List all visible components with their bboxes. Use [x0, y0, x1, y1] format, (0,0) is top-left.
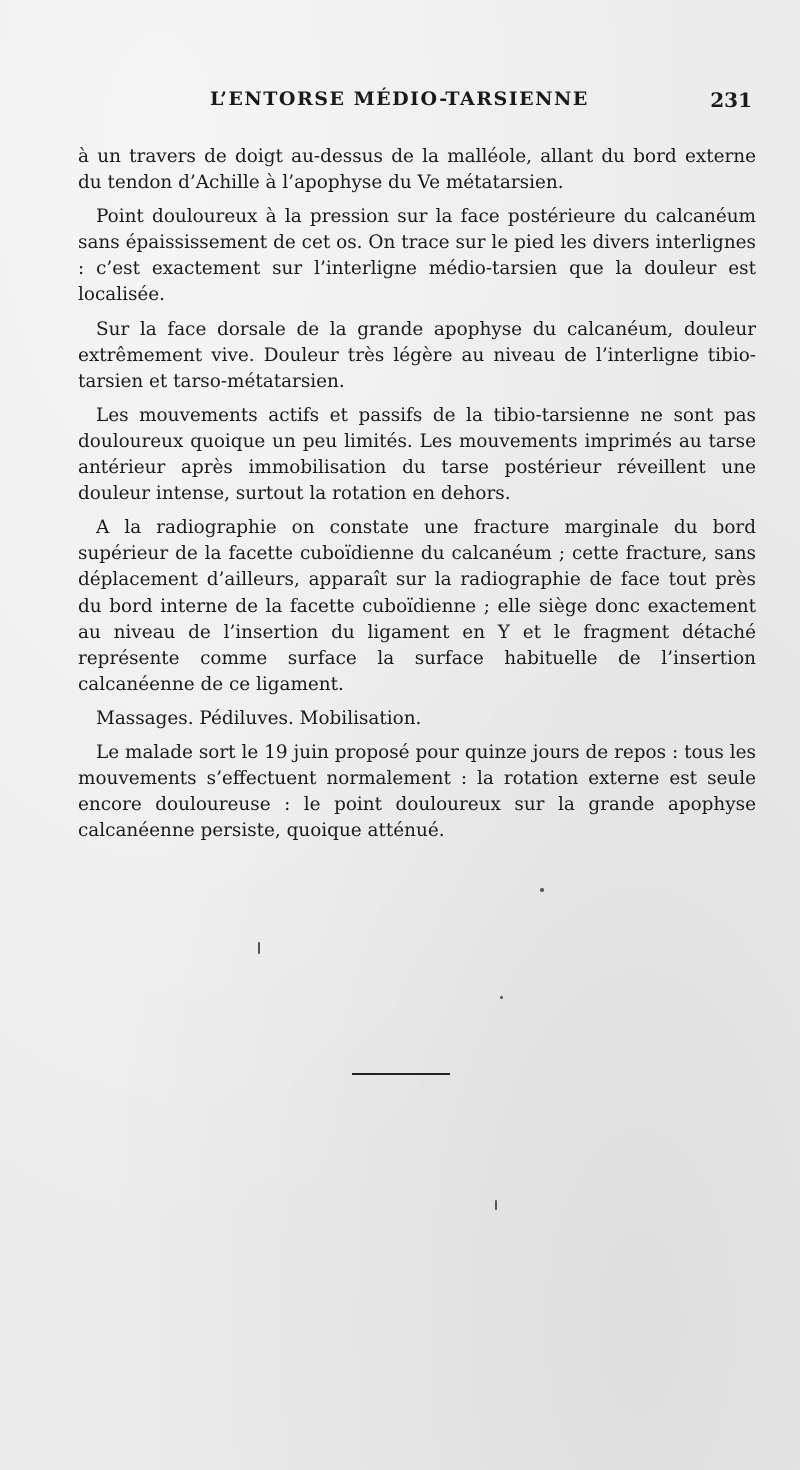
print-speck — [258, 942, 260, 954]
paragraph: à un travers de doigt au-dessus de la malléole, allant du bord externe du tendon d’Achille à l’apophyse du Ve métatarsien. — [78, 146, 756, 194]
paragraph: Point douloureux à la pression sur la face postérieure du calcanéum sans épaississement de cet os. On trace sur le pied les divers interlignes : c’est exactement sur l’interligne médio-tarsien que la douleur est localisée. — [78, 206, 756, 306]
print-speck — [540, 888, 544, 892]
running-title: L’ENTORSE MÉDIO-TARSIENNE — [210, 88, 589, 110]
paragraph: Sur la face dorsale de la grande apophyse du calcanéum, douleur extrêmement vive. Douleur très légère au niveau de l’interligne tibio-tarsien et tarso-métatarsien. — [78, 318, 756, 392]
page-number: 231 — [710, 88, 752, 112]
running-head — [0, 88, 800, 116]
paragraph: Les mouvements actifs et passifs de la tibio-tarsienne ne sont pas douloureux quoique un peu limités. Les mouvements imprimés au tarse antérieur après immobilisation du tarse postérieur réveillent une douleur intense, surtout la rotation en dehors. — [78, 404, 756, 505]
paragraph: Le malade sort le 19 juin proposé pour quinze jours de repos : tous les mouvements s’effectuent normalement : la rotation externe est seule encore douloureuse : le point douloureux sur la grande apophyse calcanéenne persiste, quoique atténué. — [78, 741, 756, 842]
section-end-rule — [352, 1073, 450, 1075]
print-speck — [500, 996, 503, 999]
body-text — [78, 144, 756, 844]
paragraph: Massages. Pédiluves. Mobilisation. — [96, 707, 422, 729]
print-speck — [495, 1200, 497, 1210]
paragraph: A la radiographie on constate une fracture marginale du bord supérieur de la facette cuboïdienne du calcanéum ; cette fracture, sans déplacement d’ailleurs, apparaît sur la radiographie de face tout près du bord interne de la facette cuboïdienne ; elle siège donc exactement au niveau de l’insertion du ligament en Y et le fragment détaché représente comme surface la surface habituelle de l’insertion calcanéenne de ce ligament. — [78, 517, 756, 695]
